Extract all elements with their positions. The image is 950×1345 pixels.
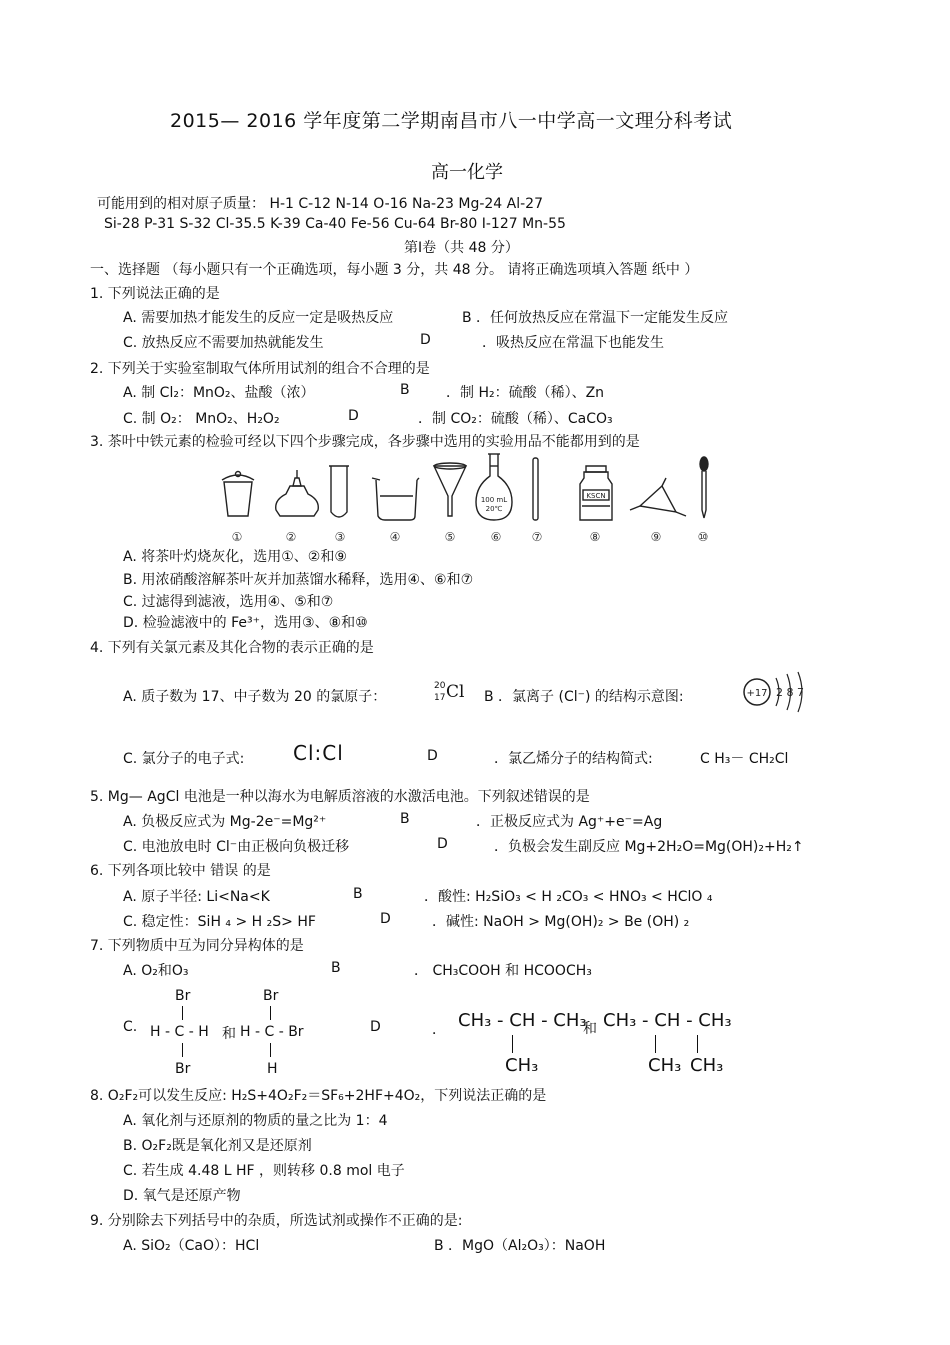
q9-option-a: A. SiO₂（CaO）：HCl	[123, 1238, 260, 1254]
apparatus-label-4: ④	[389, 530, 401, 544]
chloride-shell-numbers: 2 8 7	[776, 686, 804, 699]
apparatus-label-7: ⑦	[531, 530, 543, 544]
q6-option-d: ．碱性: NaOH > Mg(OH)₂ > Be (OH) ₂	[432, 914, 690, 930]
flask-volume-text: 100 mL	[480, 496, 508, 504]
q7-c-row-1: H - C - H	[150, 1024, 209, 1040]
q7-option-b: ． CH₃COOH 和 HCOOCH₃	[414, 963, 592, 979]
flask-temperature-text: 20℃	[485, 505, 503, 513]
q4-option-d: ．氯乙烯分子的结构简式:	[494, 751, 653, 767]
q6-option-b: ．酸性: H₂SiO₃ < H ₂CO₃ < HNO₃ < HClO ₄	[424, 889, 713, 905]
q6-stem: 6. 下列各项比较中 错误 的是	[90, 863, 271, 879]
q7-option-c-letter: C.	[123, 1019, 138, 1035]
volume-label: 第Ⅰ卷（共 48 分）	[404, 240, 519, 256]
exam-title: 2015— 2016 学年度第二学期南昌市八一中学高一文理分科考试	[170, 110, 733, 132]
apparatus-label-3: ③	[334, 530, 346, 544]
q7-c-br-top-1: Br	[175, 988, 191, 1004]
atomic-mass-line-2: Si-28 P-31 S-32 Cl-35.5 K-39 Ca-40 Fe-56 Cu-64 Br-80 I-127 Mn-55	[104, 216, 566, 232]
exam-subtitle: 高一化学	[431, 162, 503, 183]
chloride-nucleus-charge: +17	[746, 688, 768, 699]
alcohol-lamp-icon	[276, 470, 319, 516]
q9-option-b: B ．MgO（Al₂O₃）：NaOH	[434, 1238, 606, 1254]
q1-stem: 1. 下列说法正确的是	[90, 286, 220, 302]
q2-option-c: C. 制 O₂： MnO₂、H₂O₂	[123, 411, 280, 427]
q7-c-bond-bottom-2	[270, 1043, 271, 1057]
apparatus-label-5: ⑤	[444, 530, 456, 544]
q7-d-sub-2a: CH₃	[648, 1055, 682, 1076]
clay-triangle-icon	[630, 478, 686, 516]
q5-option-a: A. 负极反应式为 Mg-2e⁻=Mg²⁺	[123, 814, 327, 830]
q7-c-row-2: H - C - Br	[240, 1024, 304, 1040]
q7-d-sub-2b: CH₃	[690, 1055, 724, 1076]
dropper-icon	[700, 457, 708, 518]
q7-d-bond-2a	[655, 1035, 656, 1053]
isotope-element-symbol: Cl	[446, 682, 465, 702]
q1-option-a: A. 需要加热才能发生的反应一定是吸热反应	[123, 310, 394, 326]
q2-option-b-letter: B	[400, 382, 410, 398]
q7-option-b-letter: B	[331, 960, 341, 976]
q7-d-chain-1: CH₃ - CH - CH₃	[458, 1010, 587, 1031]
q4-option-b: B ．氯离子 (Cl⁻) 的结构示意图:	[484, 689, 684, 705]
q4-option-c: C. 氯分子的电子式:	[123, 751, 245, 767]
q2-stem: 2. 下列关于实验室制取气体所用试剂的组合不合理的是	[90, 361, 430, 377]
q7-d-bond-2b	[697, 1035, 698, 1053]
q8-option-c: C. 若生成 4.48 L HF ，则转移 0.8 mol 电子	[123, 1163, 405, 1179]
q6-option-d-letter: D	[380, 911, 391, 927]
q7-c-bond-bottom-1	[182, 1043, 183, 1057]
glass-rod-icon	[533, 458, 538, 520]
q8-option-d: D. 氧气是还原产物	[123, 1188, 241, 1204]
q7-d-sub-1: CH₃	[505, 1055, 539, 1076]
apparatus-label-8: ⑧	[589, 530, 601, 544]
apparatus-label-9: ⑨	[650, 530, 662, 544]
q1-option-d: ．吸热反应在常温下也能发生	[482, 335, 664, 351]
q9-stem: 9. 分别除去下列括号中的杂质，所选试剂或操作不正确的是:	[90, 1213, 463, 1229]
q7-c-bond-top-2	[270, 1006, 271, 1020]
q5-option-d-letter: D	[437, 836, 448, 852]
q6-option-b-letter: B	[353, 886, 363, 902]
q7-option-d-letter: D	[370, 1019, 381, 1035]
apparatus-label-2: ②	[285, 530, 297, 544]
q7-d-bond-1	[512, 1035, 513, 1053]
q3-option-c: C. 过滤得到滤液，选用④、⑤和⑦	[123, 594, 334, 610]
q7-c-br-top-2: Br	[263, 988, 279, 1004]
q5-option-b: ．正极反应式为 Ag⁺+e⁻=Ag	[476, 814, 663, 830]
q4-stem: 4. 下列有关氯元素及其化合物的表示正确的是	[90, 640, 374, 656]
q6-option-a: A. 原子半径: Li<Na<K	[123, 889, 270, 905]
q5-option-d: ．负极会发生副反应 Mg+2H₂O=Mg(OH)₂+H₂↑	[494, 839, 804, 855]
q7-d-and: 和	[583, 1021, 597, 1037]
chloride-ion-diagram	[740, 668, 812, 716]
chlorine-isotope-symbol	[434, 681, 470, 709]
atomic-mass-line-1: 可能用到的相对原子质量： H-1 C-12 N-14 O-16 Na-23 Mg-24 Al-27	[97, 196, 543, 212]
chlorine-electron-formula: Cl:Cl	[293, 741, 344, 765]
q7-option-a: A. O₂和O₃	[123, 963, 189, 979]
q5-option-b-letter: B	[400, 811, 410, 827]
q5-option-c: C. 电池放电时 Cl⁻由正极向负极迁移	[123, 839, 350, 855]
q2-option-d-letter: D	[348, 408, 359, 424]
q5-stem: 5. Mg— AgCl 电池是一种以海水为电解质溶液的水激活电池。下列叙述错误的是	[90, 789, 590, 805]
test-tube-icon	[329, 466, 349, 517]
vinyl-chloride-formula: C H₃－ CH₂Cl	[700, 751, 789, 767]
q7-d-chain-2: CH₃ - CH - CH₃	[603, 1010, 732, 1031]
q7-stem: 7. 下列物质中互为同分异构体的是	[90, 938, 304, 954]
q8-option-b: B. O₂F₂既是氧化剂又是还原剂	[123, 1138, 312, 1154]
q3-option-b: B. 用浓硝酸溶解茶叶灰并加蒸馏水稀释，选用④、⑥和⑦	[123, 572, 474, 588]
q3-stem: 3. 茶叶中铁元素的检验可经以下四个步骤完成，各步骤中选用的实验用品不能都用到的是	[90, 434, 640, 450]
q7-c-and: 和	[222, 1026, 236, 1042]
q1-option-d-letter: D	[420, 332, 431, 348]
q6-option-c: C. 稳定性：SiH ₄ > H ₂S> HF	[123, 914, 316, 930]
q3-option-a: A. 将茶叶灼烧灰化，选用①、②和⑨	[123, 549, 347, 565]
q1-option-c: C. 放热反应不需要加热就能发生	[123, 335, 324, 351]
q7-option-d-dot: ．	[432, 1022, 446, 1038]
q2-option-b: ．制 H₂：硫酸（稀）、Zn	[446, 385, 605, 401]
q7-c-br-bottom-1: Br	[175, 1061, 191, 1077]
section-intro: 一、选择题 （每小题只有一个正确选项，每小题 3 分，共 48 分。 请将正确选项填入答题 纸中 ）	[90, 262, 699, 278]
q8-option-a: A. 氧化剂与还原剂的物质的量之比为 1：4	[123, 1113, 388, 1129]
apparatus-label-1: ①	[231, 530, 243, 544]
funnel-icon	[434, 463, 466, 516]
q2-option-d: ．制 CO₂：硫酸（稀）、CaCO₃	[418, 411, 613, 427]
q7-c-h-bottom-2: H	[267, 1061, 278, 1077]
q2-option-a: A. 制 Cl₂：MnO₂、盐酸（浓）	[123, 385, 315, 401]
q8-stem: 8. O₂F₂可以发生反应: H₂S+4O₂F₂＝SF₆+2HF+4O₂，下列说法正确的是	[90, 1088, 547, 1104]
kscn-label-text: KSCN	[586, 492, 606, 500]
apparatus-label-6: ⑥	[490, 530, 502, 544]
q4-option-a: A. 质子数为 17、中子数为 20 的氯原子：	[123, 689, 387, 705]
q3-option-d: D. 检验滤液中的 Fe³⁺，选用③、⑧和⑩	[123, 615, 368, 631]
beaker-icon	[372, 478, 419, 520]
isotope-atomic-number: 17	[434, 693, 446, 703]
q4-option-d-letter: D	[427, 748, 438, 764]
crucible-icon	[222, 472, 254, 517]
q7-c-bond-top-1	[182, 1006, 183, 1020]
lab-apparatus-figure	[210, 450, 720, 546]
isotope-mass-number: 20	[434, 681, 446, 691]
apparatus-label-10: ⑩	[697, 530, 709, 544]
q1-option-b: B ．任何放热反应在常温下一定能发生反应	[462, 310, 729, 326]
